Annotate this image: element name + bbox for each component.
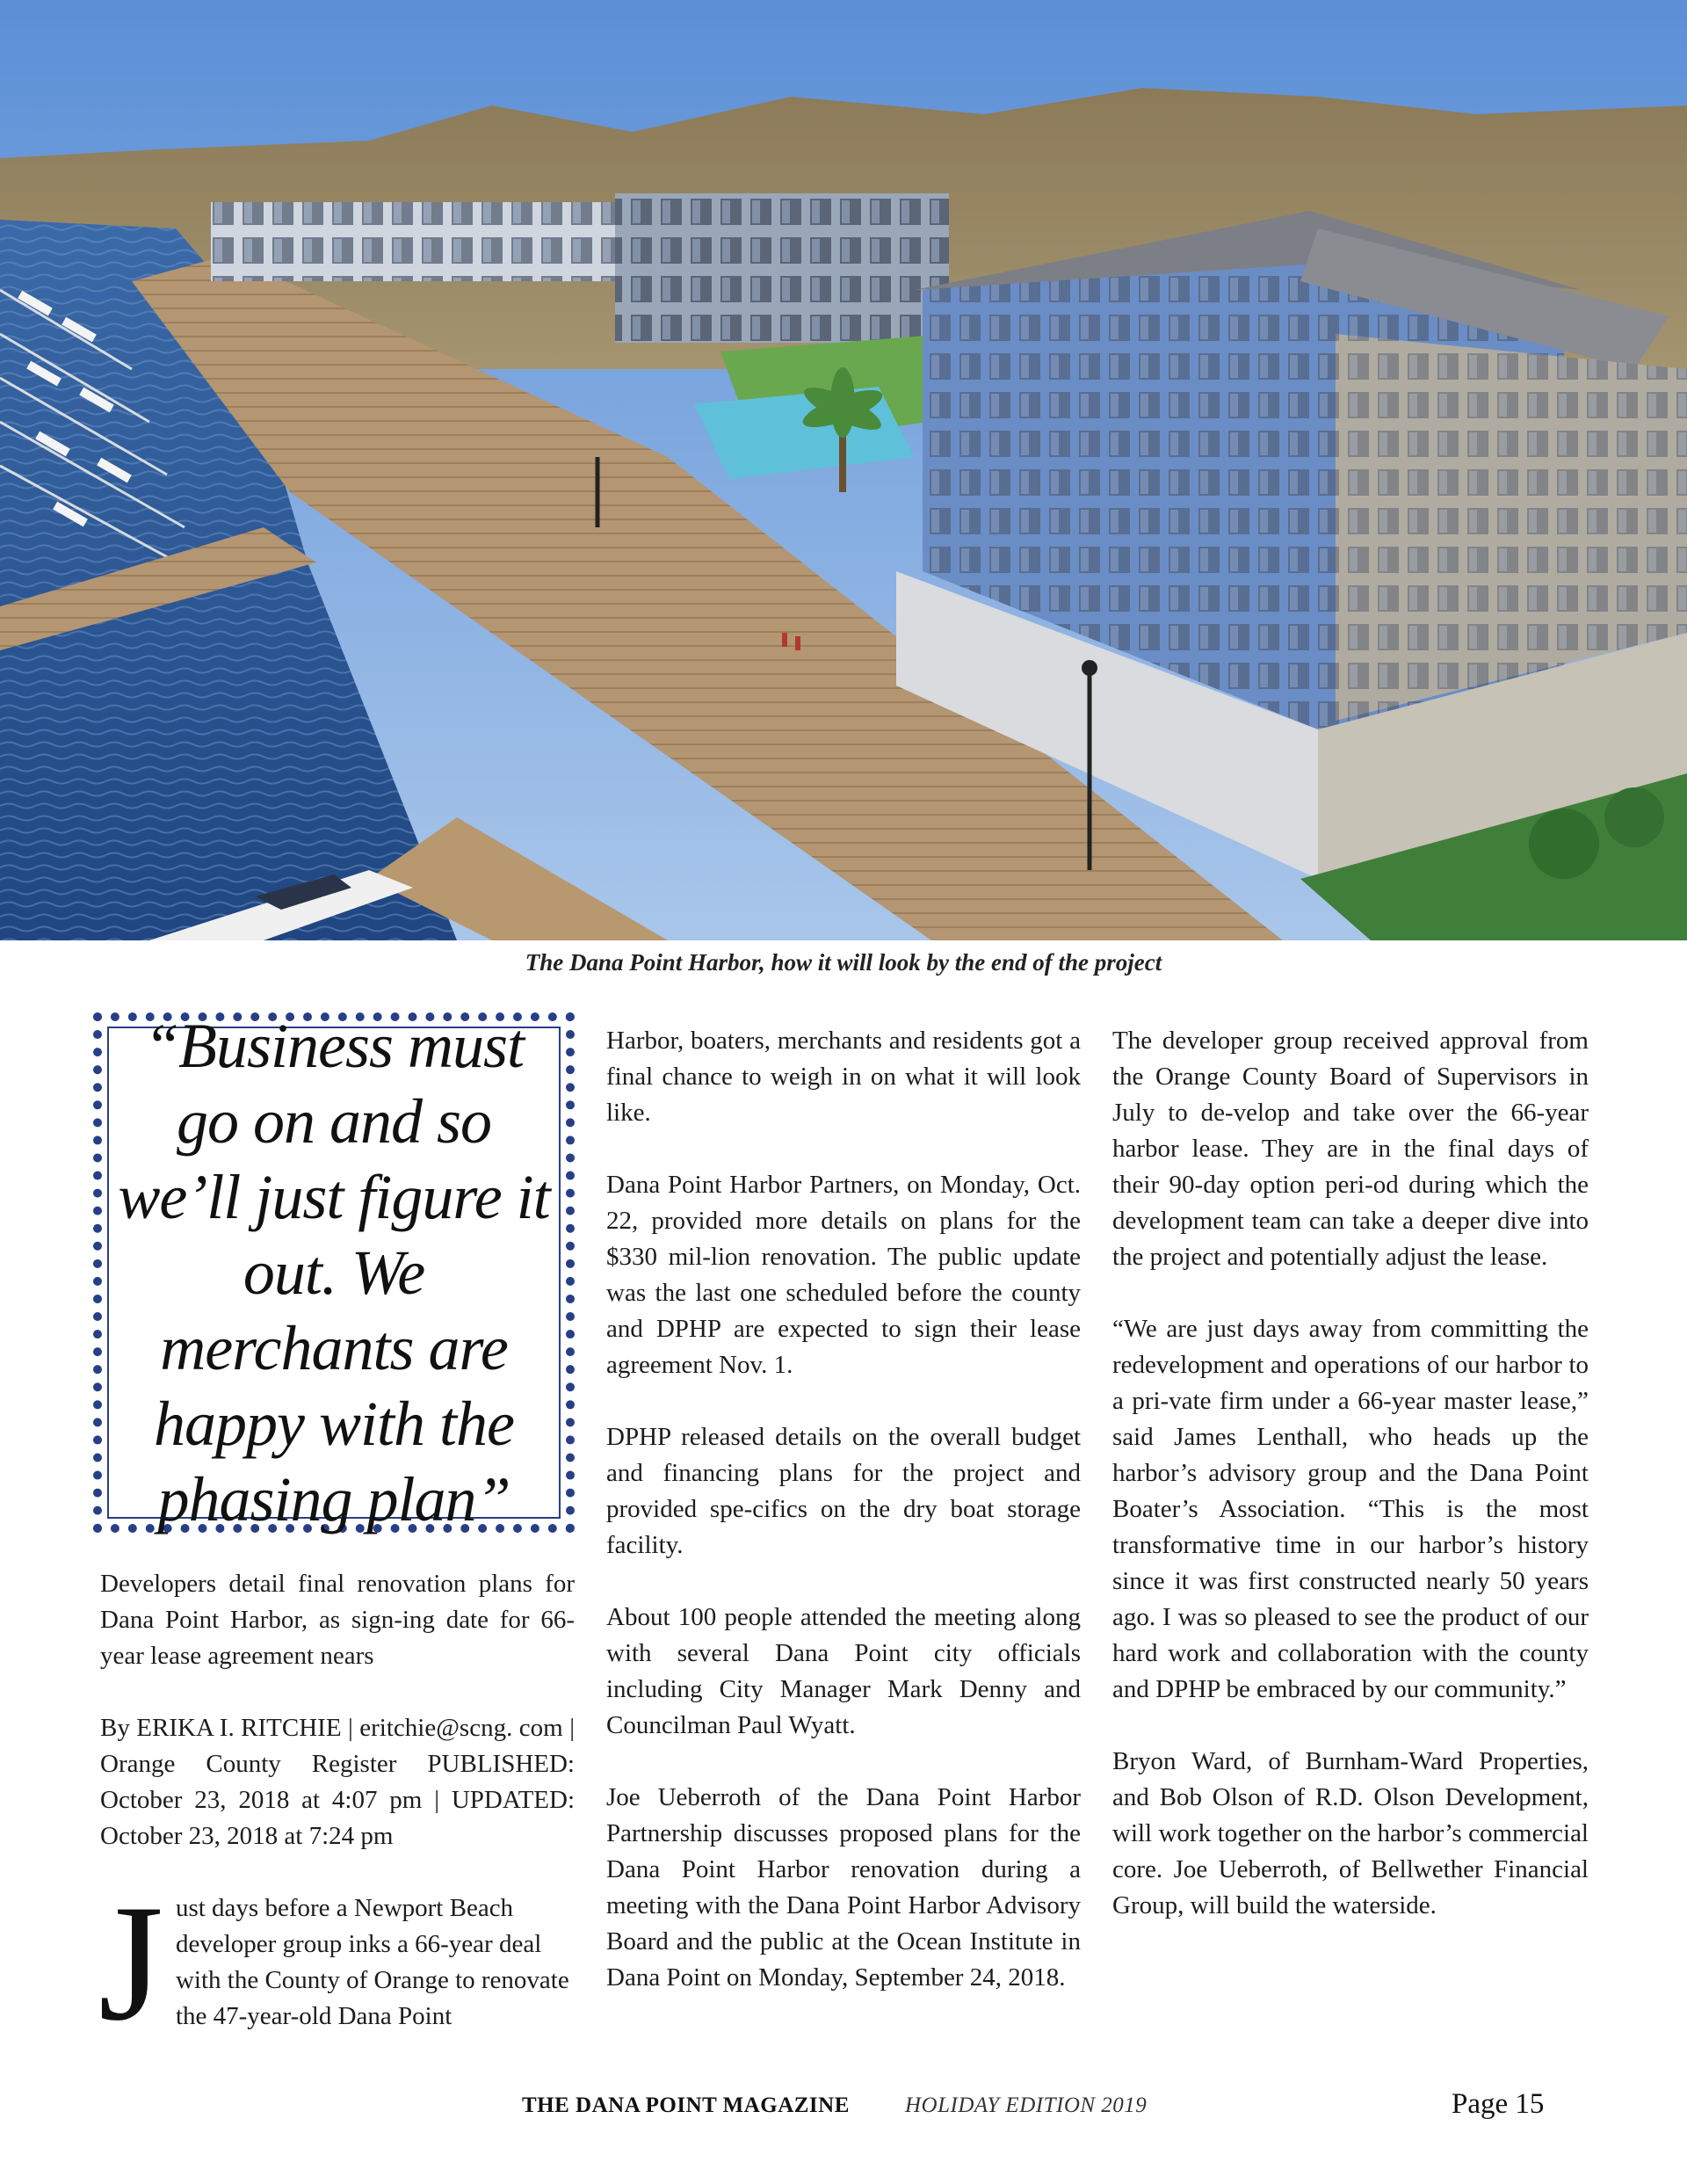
article-column-3 — [1112, 1023, 1589, 1924]
pull-quote-frame — [107, 1011, 561, 1535]
article-byline — [100, 1710, 575, 1854]
footer-edition: HOLIDAY EDITION 2019 — [905, 2093, 1148, 2117]
lead-paragraph — [98, 1871, 575, 2056]
paragraph: The developer group received approval from the Orange County Board of Supervisors in July to de-velop and take over the 66-year harbor lease. They are in the final days of their 90-day option peri-od during which the development team can take a deeper dive into the project and potentially adjust the lease. — [1112, 1027, 1589, 1271]
paragraph: Joe Ueberroth of the Dana Point Harbor Partnership discusses proposed plans for the Dana Point Harbor renovation during a meeting with the Dana Point Harbor Advisory Board and the public at the Ocean Institute in Dana Point on Monday, September 24, 2018. — [606, 1783, 1081, 1992]
article-summary: Developers detail final renovation plans for Dana Point Harbor, as sign-ing date for 66-year lease agreement nears — [100, 1570, 575, 1670]
paragraph: Dana Point Harbor Partners, on Monday, Oct. 22, provided more details on plans for the $330 mil-lion renovation. The public update was the last one scheduled before the county and DPHP are expected to sign their lease agreement Nov. 1. — [606, 1171, 1081, 1379]
article-column-2 — [606, 1023, 1081, 1996]
harbor-rendering-svg — [0, 0, 1687, 940]
paragraph: Bryon Ward, of Burnham-Ward Properties, and Bob Olson of R.D. Olson Development, will work together on the harbor’s commercial core. Joe Ueberroth, of Bellwether Financial Group, will build the waterside. — [1112, 1747, 1589, 1919]
page-number: Page 15 — [1452, 2088, 1545, 2120]
lead-paragraph-text: ust days before a Newport Beach developer group inks a 66-year deal with the County of Orange to renovate the 47-year-old Dana Point — [175, 1894, 569, 2030]
pull-quote-text: “Business must go on and so we’ll just figure it out. We merchants are happy with the phasing plan” — [118, 1011, 550, 1535]
image-caption: The Dana Point Harbor, how it will look by the end of the project — [525, 949, 1162, 976]
article-column-1 — [98, 1566, 575, 2056]
pull-quote-box — [93, 1012, 575, 1533]
paragraph: “We are just days away from committing the redevelopment and operations of our harbor to a pri-vate firm under a 66-year master lease,” said James Lenthall, who heads up the harbor’s advisory group and the Dana Point Boater’s Association. “This is the most transformative time in our harbor’s history since it was first constructed nearly 50 years ago. I was so pleased to see the product of our hard work and collaboration with the county and DPHP be embraced by our community.” — [1112, 1315, 1589, 1703]
paragraph: DPHP released details on the overall budget and financing plans for the project and provided spe-cifics on the dry boat storage facility. — [606, 1423, 1081, 1559]
paragraph: Harbor, boaters, merchants and residents got a final chance to weigh in on what it will look like. — [606, 1027, 1081, 1127]
harbor-rendering-image — [0, 0, 1687, 940]
footer-magazine-name: THE DANA POINT MAGAZINE — [522, 2093, 850, 2117]
paragraph: About 100 people attended the meeting along with several Dana Point city officials including City Manager Mark Denny and Councilman Paul Wyatt. — [606, 1603, 1081, 1739]
drop-cap-letter: J — [98, 1871, 163, 2056]
byline-text: By ERIKA I. RITCHIE | eritchie@scng. com | Orange County Register PUBLISHED: October 23, 2018 at 4:07 pm | UPDATED: October 23, 2018 at 7:24 pm — [100, 1714, 575, 1850]
